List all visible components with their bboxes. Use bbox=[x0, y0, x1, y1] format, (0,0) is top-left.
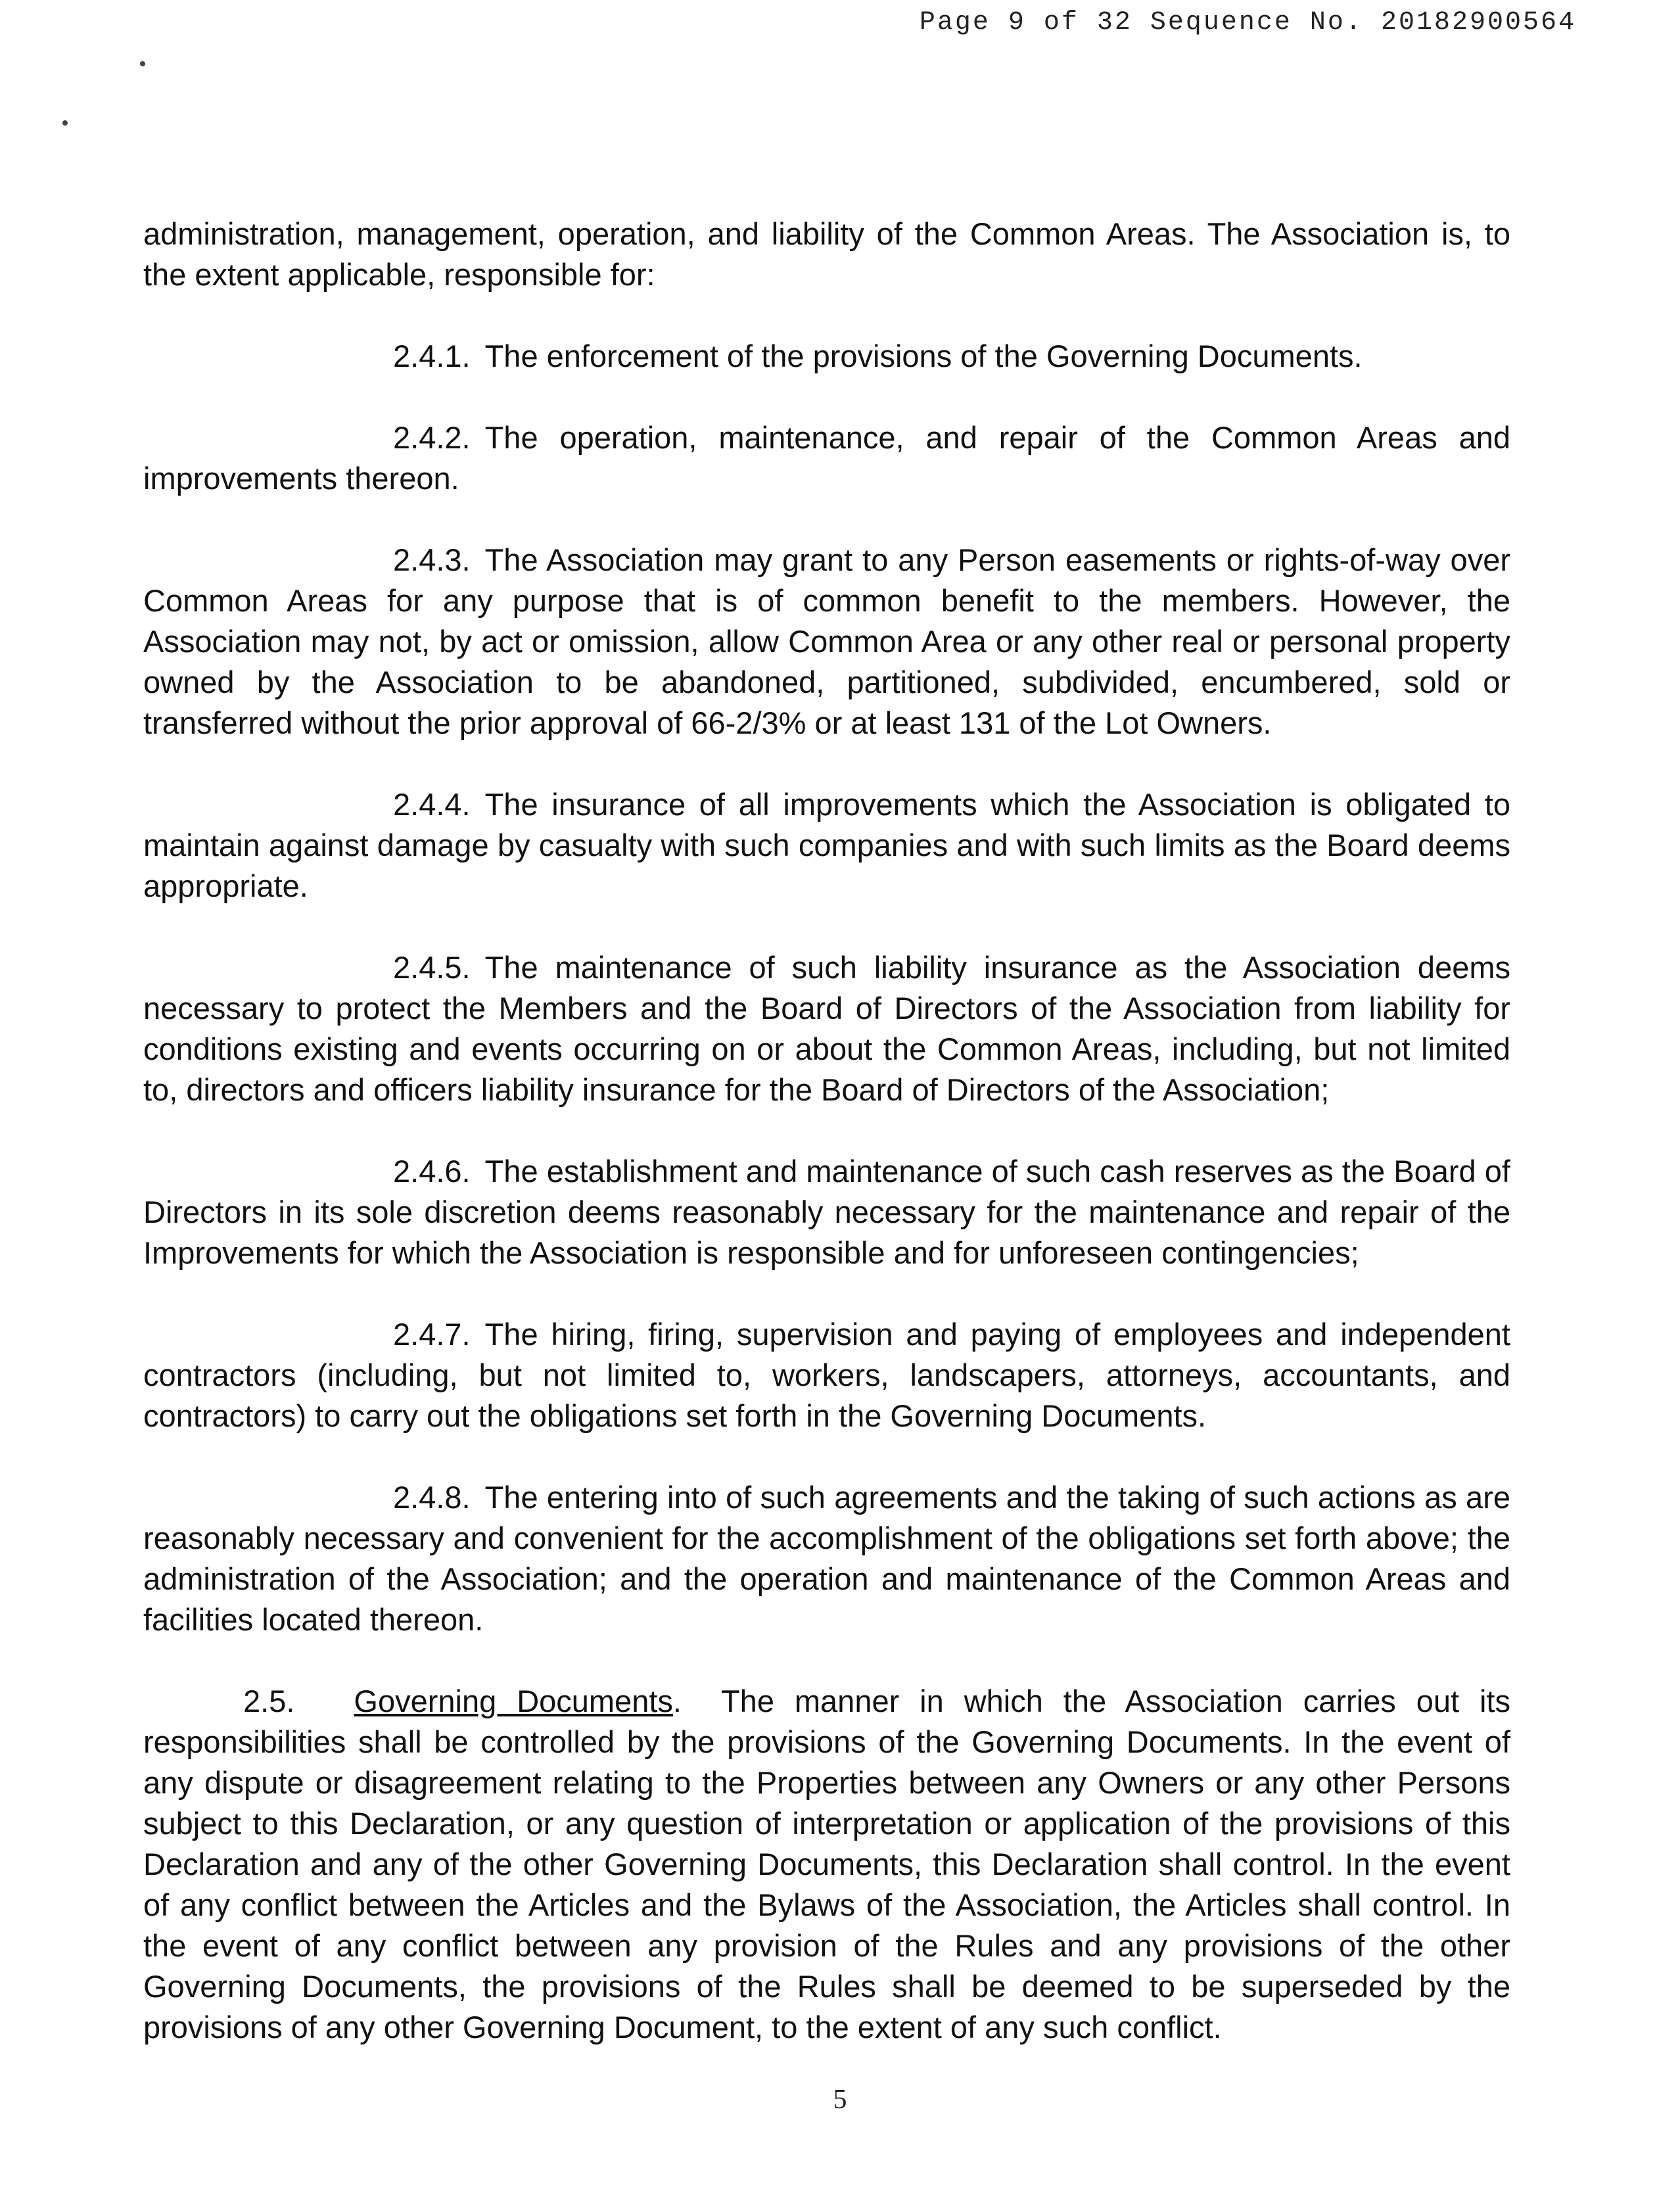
clause-text: The enforcement of the provisions of the Governing Documents. bbox=[484, 339, 1363, 373]
clause-2-4-2 bbox=[143, 417, 1510, 499]
clause-2-4-1 bbox=[143, 336, 1510, 377]
section-number: 2.5. bbox=[243, 1684, 295, 1718]
clause-number: 2.4.7. bbox=[393, 1317, 471, 1352]
clause-text: The operation, maintenance, and repair of the Common Areas and improvements thereon. bbox=[143, 420, 1510, 496]
clause-text: The insurance of all improvements which the Association is obligated to maintain against damage by casualty with such companies and with such limits as the Board deems appropriate. bbox=[143, 787, 1510, 903]
clause-number: 2.4.2. bbox=[393, 420, 471, 455]
clause-number: 2.4.8. bbox=[393, 1480, 471, 1515]
section-title-period: . bbox=[672, 1684, 682, 1718]
clause-text: The hiring, firing, supervision and paying of employees and independent contractors (including, but not limited to, workers, landscapers, attorneys, accountants, and contractors) to carry out the obligations set forth in the Governing Documents. bbox=[143, 1317, 1510, 1433]
clause-text: The entering into of such agreements and the taking of such actions as are reasonably necessary and convenient for the accomplishment of the obligations set forth above; the administration of the Association; and the operation and maintenance of the Common Areas and facilities located thereon. bbox=[143, 1480, 1510, 1637]
clause-2-4-5 bbox=[143, 947, 1510, 1110]
clause-2-4-8 bbox=[143, 1477, 1510, 1640]
section-text: The manner in which the Association carries out its responsibilities shall be controlled by the provisions of the Governing Documents. In the event of any dispute or disagreement relating to the Properties between any Owners or any other Persons subject to this Declaration, or any question of interpretation or application of the provisions of this Declaration and any of the other Governing Documents, this Declaration shall control. In the event of any conflict between the Articles and the Bylaws of the Association, the Articles shall control. In the event of any conflict between any provision of the Rules and any provisions of the other Governing Documents, the provisions of the Rules shall be deemed to be superseded by the provisions of any other Governing Document, to the extent of any such conflict. bbox=[143, 1684, 1510, 2045]
section-title: Governing Documents bbox=[354, 1684, 673, 1718]
clause-2-4-3 bbox=[143, 540, 1510, 744]
clause-2-4-7 bbox=[143, 1314, 1510, 1436]
scan-speck bbox=[62, 120, 68, 126]
clause-number: 2.4.3. bbox=[393, 542, 471, 577]
clause-number: 2.4.6. bbox=[393, 1154, 471, 1189]
document-body bbox=[143, 214, 1510, 2089]
clause-number: 2.4.1. bbox=[393, 339, 471, 373]
page-sequence-header: Page 9 of 32 Sequence No. 20182900564 bbox=[919, 8, 1576, 37]
scan-speck bbox=[140, 61, 145, 66]
paragraph-text: administration, management, operation, and liability of the Common Areas. The Association is, to the extent applicable, responsible for: bbox=[143, 216, 1510, 292]
clause-number: 2.4.4. bbox=[393, 787, 471, 822]
page-number: 5 bbox=[833, 2085, 847, 2115]
clause-text: The maintenance of such liability insurance as the Association deems necessary to protect the Members and the Board of Directors of the Association from liability for conditions existing and events occurring on or about the Common Areas, including, but not limited to, directors and officers liability insurance for the Board of Directors of the Association; bbox=[143, 950, 1510, 1107]
clause-2-4-6 bbox=[143, 1151, 1510, 1273]
clause-number: 2.4.5. bbox=[393, 950, 471, 985]
clause-text: The establishment and maintenance of such cash reserves as the Board of Directors in its sole discretion deems reasonably necessary for the maintenance and repair of the Improvements for which the Association is responsible and for unforeseen contingencies; bbox=[143, 1154, 1510, 1270]
section-2-5 bbox=[143, 1681, 1510, 2048]
clause-text: The Association may grant to any Person easements or rights-of-way over Common Areas for any purpose that is of common benefit to the members. However, the Association may not, by act or omission, allow Common Area or any other real or personal property owned by the Association to be abandoned, partitioned, subdivided, encumbered, sold or transferred without the prior approval of 66-2/3% or at least 131 of the Lot Owners. bbox=[143, 542, 1510, 740]
clause-2-4-4 bbox=[143, 784, 1510, 907]
paragraph-intro bbox=[143, 214, 1510, 295]
